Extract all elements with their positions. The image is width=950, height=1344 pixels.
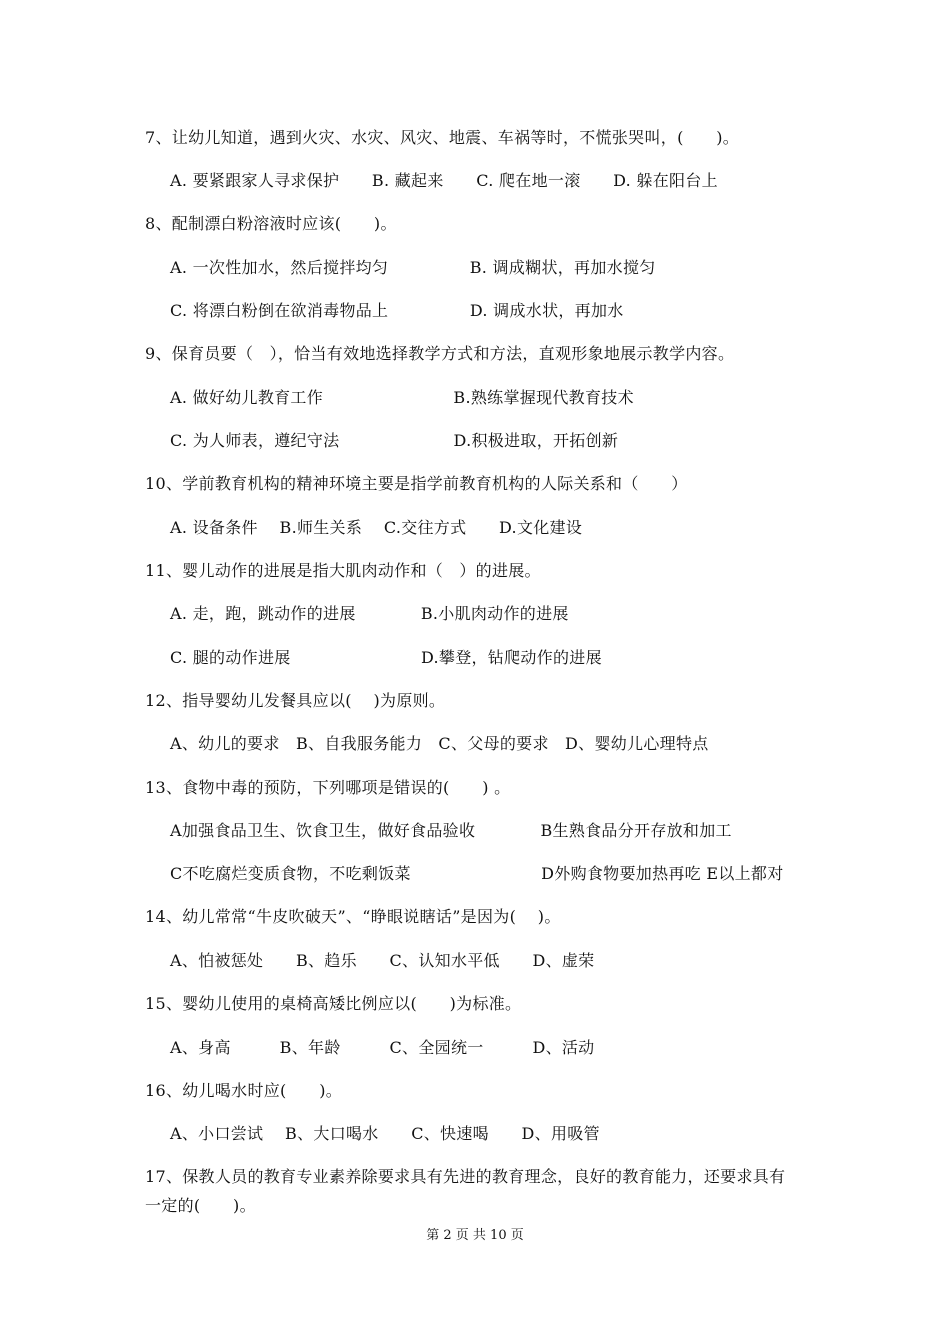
question-stem: 17、保教人员的教育专业素养除要求具有先进的教育理念，良好的教育能力，还要求具有 xyxy=(145,1167,786,1186)
question-stem: 9、保育员要（ ），恰当有效地选择教学方式和方法，直观形象地展示教学内容。 xyxy=(145,344,735,363)
question-stem: 10、学前教育机构的精神环境主要是指学前教育机构的人际关系和（ ） xyxy=(145,474,688,493)
option-line: A加强食品卫生、饮食卫生，做好食品验收 B生熟食品分开存放和加工 xyxy=(170,821,732,840)
option-line: A. 要紧跟家人寻求保护 B. 藏起来 C. 爬在地一滚 D. 躲在阳台上 xyxy=(170,171,718,190)
question-stem: 7、让幼儿知道，遇到火灾、水灾、风灾、地震、车祸等时，不慌张哭叫，( )。 xyxy=(145,128,740,147)
option-line: A、身高 B、年龄 C、全园统一 D、活动 xyxy=(170,1038,595,1057)
question-stem-continued: 一定的( )。 xyxy=(145,1196,256,1215)
question-stem: 13、食物中毒的预防，下列哪项是错误的( ) 。 xyxy=(145,778,511,797)
question-stem: 14、幼儿常常“牛皮吹破天”、“睁眼说瞎话”是因为( )。 xyxy=(145,907,561,926)
option-line: C. 为人师表，遵纪守法 D.积极进取，开拓创新 xyxy=(170,431,619,450)
option-line: A、小口尝试 B、大口喝水 C、快速喝 D、用吸管 xyxy=(170,1124,600,1143)
question-stem: 8、配制漂白粉溶液时应该( )。 xyxy=(145,214,397,233)
option-line: C. 将漂白粉倒在欲消毒物品上 D. 调成水状，再加水 xyxy=(170,301,624,320)
question-stem: 15、婴幼儿使用的桌椅高矮比例应以( )为标准。 xyxy=(145,994,522,1013)
option-line: C. 腿的动作进展 D.攀登，钻爬动作的进展 xyxy=(170,648,602,667)
option-line: A、怕被惩处 B、趋乐 C、认知水平低 D、虚荣 xyxy=(170,951,595,970)
option-line: A、幼儿的要求 B、自我服务能力 C、父母的要求 D、婴幼儿心理特点 xyxy=(170,734,709,753)
option-line: A. 做好幼儿教育工作 B.熟练掌握现代教育技术 xyxy=(170,388,634,407)
question-stem: 11、婴儿动作的进展是指大肌肉动作和（ ）的进展。 xyxy=(145,561,541,580)
option-line: A. 走，跑，跳动作的进展 B.小肌肉动作的进展 xyxy=(170,604,569,623)
page-number: 第 2 页 共 10 页 xyxy=(426,1228,524,1243)
option-line: C不吃腐烂变质食物，不吃剩饭菜 D外购食物要加热再吃 E以上都对 xyxy=(170,864,784,883)
question-stem: 16、幼儿喝水时应( )。 xyxy=(145,1081,343,1100)
question-stem: 12、指导婴幼儿发餐具应以( )为原则。 xyxy=(145,691,446,710)
option-line: A. 设备条件 B.师生关系 C.交往方式 D.文化建设 xyxy=(170,518,583,537)
option-line: A. 一次性加水，然后搅拌均匀 B. 调成糊状，再加水搅匀 xyxy=(170,258,656,277)
